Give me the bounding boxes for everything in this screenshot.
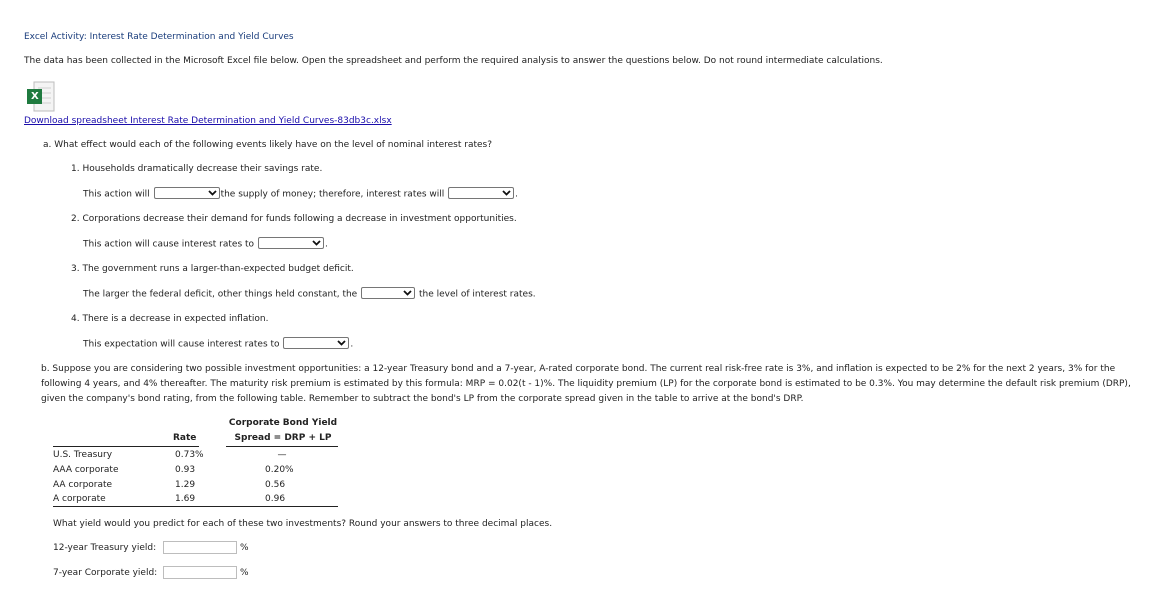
- table-row-rate: 1.29: [175, 480, 196, 490]
- item-1-prefix: This action will: [83, 189, 150, 200]
- item-1-suffix: .: [515, 189, 519, 200]
- excel-icon-letter: X: [31, 91, 39, 102]
- item-4-label: 4. There is a decrease in expected inflation.: [71, 314, 269, 324]
- intro-text: The data has been collected in the Microsoft Excel file below. Open the spreadsheet and perform the required analysis to answer the questions below. Do not round intermediate calculations.: [24, 56, 883, 66]
- item-4-suffix: .: [350, 339, 354, 350]
- table-row-rate: 1.69: [175, 494, 196, 504]
- table-row-name: AA corporate: [53, 480, 113, 490]
- col-header-spread-line1: Corporate Bond Yield: [228, 418, 338, 428]
- table-row-spread: 0.20%: [265, 465, 294, 475]
- item-2-suffix: .: [324, 239, 328, 250]
- table-row-spread: —: [277, 450, 287, 460]
- table-rule-bottom: [53, 506, 338, 507]
- treasury-yield-unit: %: [240, 543, 249, 553]
- item-4-prefix: This expectation will cause interest rates to: [83, 339, 280, 350]
- chevron-down-icon: [401, 288, 413, 298]
- chevron-down-icon: [206, 188, 218, 198]
- table-row-rate: 0.93: [175, 465, 196, 475]
- download-spreadsheet-link[interactable]: Download spreadsheet Interest Rate Determination and Yield Curves-83db3c.xlsx: [24, 116, 392, 126]
- item-2-prefix: This action will cause interest rates to: [83, 239, 255, 250]
- item-3-label: 3. The government runs a larger-than-expected budget deficit.: [71, 264, 354, 274]
- money-supply-dropdown[interactable]: [154, 187, 220, 199]
- table-row-spread: 0.56: [265, 480, 286, 490]
- treasury-yield-input[interactable]: [163, 541, 237, 554]
- table-row-rate: 0.73%: [175, 450, 204, 460]
- item-2-answer-line: [83, 238, 328, 250]
- item-1-answer-line: [83, 188, 518, 200]
- table-row-name: AAA corporate: [53, 465, 119, 475]
- item-3-prefix: The larger the federal deficit, other things held constant, the: [83, 289, 358, 300]
- part-a-question: a. What effect would each of the following events likely have on the level of nominal interest rates?: [43, 140, 492, 150]
- item-4-answer-line: [83, 338, 353, 350]
- corporate-yield-label: 7-year Corporate yield:: [53, 568, 158, 578]
- item-1-label: 1. Households dramatically decrease their savings rate.: [71, 164, 323, 174]
- item-2-label: 2. Corporations decrease their demand for funds following a decrease in investment opportunities.: [71, 214, 517, 224]
- table-row-name: U.S. Treasury: [53, 450, 113, 460]
- interest-rates-dropdown[interactable]: [448, 187, 514, 199]
- deficit-effect-dropdown[interactable]: [361, 287, 415, 299]
- col-header-rate: Rate: [173, 433, 197, 443]
- item-3-answer-line: [83, 288, 536, 300]
- chevron-down-icon: [335, 338, 347, 348]
- treasury-yield-label: 12-year Treasury yield:: [53, 543, 157, 553]
- table-rule-right: [226, 446, 338, 447]
- part-b-question: What yield would you predict for each of these two investments? Round your answers to three decimal places.: [53, 519, 553, 529]
- table-row-spread: 0.96: [265, 494, 286, 504]
- item-1-middle: the supply of money; therefore, interest rates will: [220, 189, 445, 200]
- corporate-yield-unit: %: [240, 568, 249, 578]
- col-header-spread-line2: Spread = DRP + LP: [234, 433, 332, 443]
- chevron-down-icon: [310, 238, 322, 248]
- chevron-down-icon: [500, 188, 512, 198]
- corporate-yield-input[interactable]: [163, 566, 237, 579]
- table-row-name: A corporate: [53, 494, 106, 504]
- table-rule-left: [53, 446, 199, 447]
- part-b-paragraph: b. Suppose you are considering two possible investment opportunities: a 12-year Treasury bond and a 7-year, A-rated corporate bond. The current real risk-free rate is 3%, and inflation is expected to be 2% for the next 2 years, 3% for the following 4 years, and 4% thereafter. The maturity risk premium is estimated by this formula: MRP = 0.02(t - 1)%. The liquidity premium (LP) for the corporate bond is estimated to be 0.3%. You may determine the default risk premium (DRP), given the company's bond rating, from the following table. Remember to subtract the bond's LP from the corporate spread given in the table to arrive at the bond's DRP.: [41, 364, 1131, 405]
- item-3-suffix: the level of interest rates.: [418, 289, 536, 300]
- inflation-effect-dropdown[interactable]: [283, 337, 349, 349]
- excel-file-icon[interactable]: [26, 81, 56, 113]
- demand-decrease-dropdown[interactable]: [258, 237, 324, 249]
- activity-title: Excel Activity: Interest Rate Determination and Yield Curves: [24, 32, 294, 42]
